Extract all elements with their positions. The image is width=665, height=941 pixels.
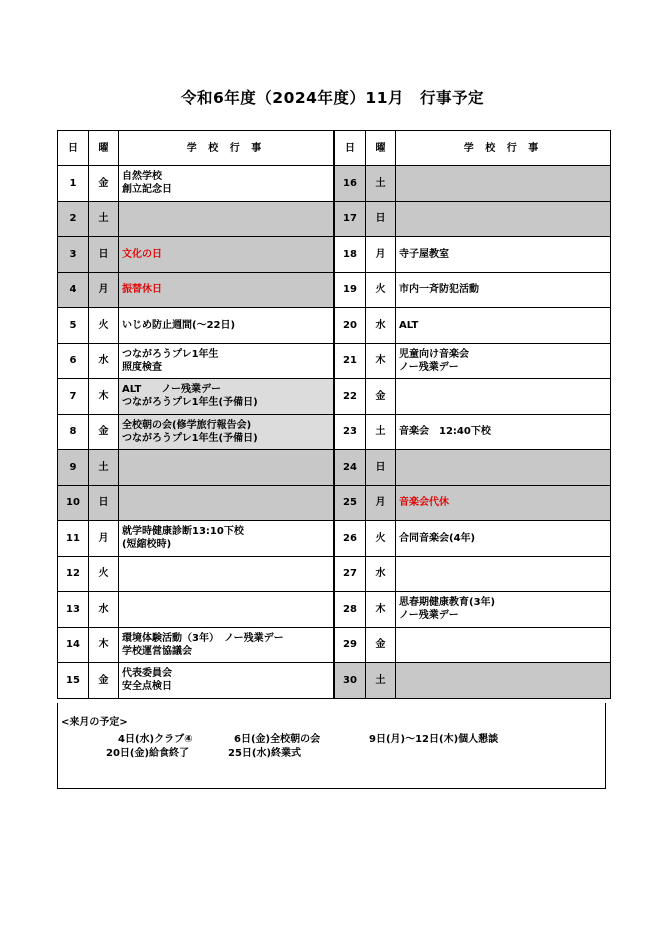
- event-line: いじめ防止週間(～22日): [122, 319, 236, 331]
- table-row: [58, 627, 611, 663]
- event-cell: [119, 379, 335, 415]
- weekday-cell: 日: [89, 485, 119, 521]
- weekday-cell: 木: [366, 343, 396, 379]
- weekday-cell: 金: [89, 663, 119, 699]
- schedule-table: [57, 130, 611, 699]
- event-line: 寺子屋教室: [399, 248, 449, 260]
- day-cell: 5: [58, 308, 89, 344]
- day-cell: 9: [58, 450, 89, 486]
- event-line: ALT ノー残業デー: [122, 384, 221, 396]
- event-line: ノー残業デー: [399, 361, 459, 373]
- notes-heading: <来月の予定>: [61, 717, 128, 728]
- event-line: 音楽会 12:40下校: [399, 426, 491, 438]
- header-day: 日: [58, 131, 89, 166]
- header-day: 日: [334, 131, 366, 166]
- day-cell: 26: [334, 521, 366, 557]
- event-cell: [119, 166, 335, 202]
- note-item: 9日(月)～12日(木)個人懇談: [369, 734, 499, 745]
- day-cell: 21: [334, 343, 366, 379]
- page-title: 令和6年度（2024年度）11月 行事予定: [181, 89, 484, 107]
- weekday-cell: 火: [366, 272, 396, 308]
- weekday-cell: 土: [366, 166, 396, 202]
- event-cell: [396, 166, 611, 202]
- day-cell: 18: [334, 237, 366, 273]
- event-line: つながろうプレ1年生: [122, 348, 219, 360]
- table-row: [58, 450, 611, 486]
- event-line: つながろうプレ1年生(予備日): [122, 432, 258, 444]
- table-row: [58, 201, 611, 237]
- event-cell: [396, 272, 611, 308]
- day-cell: 2: [58, 201, 89, 237]
- event-line: 創立記念日: [122, 184, 172, 196]
- note-item: 6日(金)全校朝の会: [234, 734, 321, 745]
- weekday-cell: 木: [89, 627, 119, 663]
- weekday-cell: 水: [366, 556, 396, 592]
- day-cell: 23: [334, 414, 366, 450]
- weekday-cell: 水: [366, 308, 396, 344]
- holiday-label: 音楽会代休: [399, 497, 449, 509]
- weekday-cell: 日: [366, 201, 396, 237]
- header-events: 学 校 行 事: [119, 131, 335, 166]
- day-cell: 1: [58, 166, 89, 202]
- weekday-cell: 金: [366, 379, 396, 415]
- event-line: (短縮校時): [122, 539, 172, 551]
- event-line: ノー残業デー: [399, 610, 459, 622]
- day-cell: 4: [58, 272, 89, 308]
- table-row: [58, 414, 611, 450]
- event-cell: [119, 663, 335, 699]
- event-line: 就学時健康診断13:10下校: [122, 526, 244, 538]
- table-row: [58, 592, 611, 628]
- note-item: 20日(金)給食終了: [106, 748, 190, 759]
- event-line: 照度検査: [122, 361, 162, 373]
- day-cell: 25: [334, 485, 366, 521]
- weekday-cell: 土: [89, 450, 119, 486]
- event-cell: [396, 237, 611, 273]
- weekday-cell: 金: [89, 414, 119, 450]
- event-cell: [119, 272, 335, 308]
- event-line: 代表委員会: [122, 668, 172, 680]
- event-line: 児童向け音楽会: [399, 348, 469, 360]
- event-cell: [396, 663, 611, 699]
- day-cell: 19: [334, 272, 366, 308]
- day-cell: 11: [58, 521, 89, 557]
- weekday-cell: 日: [366, 450, 396, 486]
- header-dow: 曜: [366, 131, 396, 166]
- event-cell: [119, 237, 335, 273]
- weekday-cell: 火: [89, 556, 119, 592]
- event-cell: [396, 414, 611, 450]
- holiday-label: 振替休日: [122, 284, 162, 296]
- table-row: [58, 663, 611, 699]
- table-row: [58, 556, 611, 592]
- event-line: 思春期健康教育(3年): [399, 597, 496, 609]
- weekday-cell: 火: [89, 308, 119, 344]
- day-cell: 20: [334, 308, 366, 344]
- table-row: [58, 521, 611, 557]
- event-cell: [396, 592, 611, 628]
- day-cell: 28: [334, 592, 366, 628]
- event-cell: [396, 627, 611, 663]
- weekday-cell: 月: [89, 272, 119, 308]
- day-cell: 6: [58, 343, 89, 379]
- day-cell: 3: [58, 237, 89, 273]
- weekday-cell: 木: [366, 592, 396, 628]
- event-cell: [396, 308, 611, 344]
- day-cell: 15: [58, 663, 89, 699]
- day-cell: 29: [334, 627, 366, 663]
- event-cell: [396, 485, 611, 521]
- event-cell: [119, 592, 335, 628]
- table-row: [58, 237, 611, 273]
- event-cell: [119, 556, 335, 592]
- event-cell: [119, 343, 335, 379]
- event-line: 学校運営協議会: [122, 645, 192, 657]
- holiday-label: 文化の日: [122, 248, 162, 260]
- event-cell: [396, 556, 611, 592]
- event-cell: [119, 201, 335, 237]
- event-line: 全校朝の会(修学旅行報告会): [122, 419, 252, 431]
- event-line: 合同音楽会(4年): [399, 532, 476, 544]
- day-cell: 10: [58, 485, 89, 521]
- event-cell: [119, 414, 335, 450]
- header-row: [58, 131, 611, 166]
- weekday-cell: 日: [89, 237, 119, 273]
- event-cell: [396, 343, 611, 379]
- weekday-cell: 金: [89, 166, 119, 202]
- day-cell: 7: [58, 379, 89, 415]
- day-cell: 27: [334, 556, 366, 592]
- day-cell: 16: [334, 166, 366, 202]
- event-cell: [119, 627, 335, 663]
- table-row: [58, 308, 611, 344]
- header-events: 学 校 行 事: [396, 131, 611, 166]
- day-cell: 24: [334, 450, 366, 486]
- day-cell: 13: [58, 592, 89, 628]
- weekday-cell: 木: [89, 379, 119, 415]
- table-row: [58, 485, 611, 521]
- table-row: [58, 343, 611, 379]
- note-item: 4日(水)クラブ④: [118, 734, 193, 745]
- event-cell: [396, 201, 611, 237]
- weekday-cell: 月: [366, 237, 396, 273]
- day-cell: 8: [58, 414, 89, 450]
- weekday-cell: 火: [366, 521, 396, 557]
- event-cell: [119, 450, 335, 486]
- event-cell: [119, 521, 335, 557]
- day-cell: 22: [334, 379, 366, 415]
- day-cell: 30: [334, 663, 366, 699]
- weekday-cell: 水: [89, 592, 119, 628]
- event-cell: [119, 308, 335, 344]
- event-line: 自然学校: [122, 171, 162, 183]
- header-dow: 曜: [89, 131, 119, 166]
- event-line: つながろうプレ1年生(予備日): [122, 397, 258, 409]
- table-row: [58, 272, 611, 308]
- day-cell: 17: [334, 201, 366, 237]
- event-line: 市内一斉防犯活動: [399, 284, 479, 296]
- event-cell: [119, 485, 335, 521]
- weekday-cell: 金: [366, 627, 396, 663]
- event-cell: [396, 450, 611, 486]
- weekday-cell: 土: [366, 663, 396, 699]
- event-line: 安全点検日: [122, 681, 172, 693]
- event-cell: [396, 379, 611, 415]
- day-cell: 14: [58, 627, 89, 663]
- event-line: ALT: [399, 319, 419, 331]
- weekday-cell: 土: [89, 201, 119, 237]
- weekday-cell: 月: [89, 521, 119, 557]
- table-row: [58, 166, 611, 202]
- weekday-cell: 水: [89, 343, 119, 379]
- next-month-notes: [57, 703, 606, 789]
- event-line: 環境体験活動（3年） ノー残業デー: [122, 632, 284, 644]
- weekday-cell: 土: [366, 414, 396, 450]
- day-cell: 12: [58, 556, 89, 592]
- table-row: [58, 379, 611, 415]
- note-item: 25日(水)終業式: [228, 748, 302, 759]
- weekday-cell: 月: [366, 485, 396, 521]
- event-cell: [396, 521, 611, 557]
